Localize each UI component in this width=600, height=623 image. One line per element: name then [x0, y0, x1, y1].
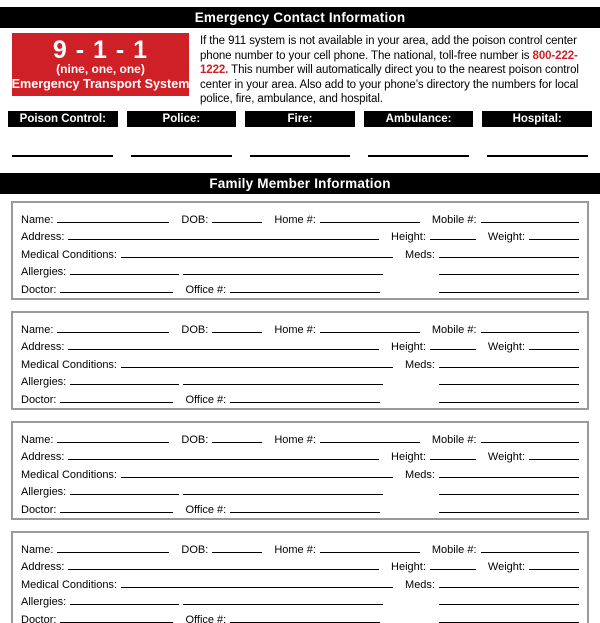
allergies-label: Allergies:	[21, 376, 67, 389]
family-member-box	[11, 421, 589, 520]
name-label: Name:	[21, 433, 54, 446]
meds-label: Meds:	[405, 468, 435, 481]
instructions-text-after: This number will automatically direct you to the nearest poison control center in your area. Also add to your phone’s directory the numbers for local police, fire, ambulance, and hospital.	[200, 64, 579, 106]
medical-conditions-line	[121, 367, 393, 368]
member-row-allergies	[21, 481, 579, 499]
office-phone-label: Office #:	[185, 503, 227, 516]
height-label: Height:	[391, 231, 426, 244]
office-phone-label: Office #:	[185, 393, 227, 406]
allergies-continuation-line	[183, 274, 383, 275]
member-row-address	[21, 226, 579, 244]
address-line	[68, 459, 379, 460]
meds-line	[439, 477, 579, 478]
intro-section	[11, 33, 588, 106]
member-row-medical	[21, 353, 579, 371]
meds-continuation-line	[439, 494, 579, 495]
instructions-text-before: If the 911 system is not available in your area, add the poison control center phone number to your cell phone. The national, toll-free number is	[200, 35, 577, 62]
height-label: Height:	[391, 341, 426, 354]
meds-continuation-line	[439, 512, 579, 513]
allergies-continuation-line	[183, 494, 383, 495]
doctor-label: Doctor:	[21, 613, 57, 623]
meds-continuation-line	[439, 274, 579, 275]
name-line	[57, 552, 169, 553]
fire-blank	[245, 155, 355, 157]
medical-conditions-line	[121, 257, 393, 258]
height-line	[430, 239, 476, 240]
mobile-phone-line	[481, 222, 579, 223]
emergency-system-label: Emergency Transport System	[11, 76, 190, 91]
mobile-phone-label: Mobile #:	[431, 433, 477, 446]
fire-line	[250, 155, 351, 157]
mobile-phone-label: Mobile #:	[431, 213, 477, 226]
name-label: Name:	[21, 323, 54, 336]
allergies-label: Allergies:	[21, 486, 67, 499]
medical-conditions-label: Medical Conditions:	[21, 468, 117, 481]
medical-conditions-label: Medical Conditions:	[21, 358, 117, 371]
address-line	[68, 349, 379, 350]
allergies-continuation-line	[183, 384, 383, 385]
label-hospital: Hospital:	[482, 111, 592, 127]
police-line	[131, 155, 232, 157]
mobile-phone-line	[481, 552, 579, 553]
weight-label: Weight:	[487, 451, 525, 464]
meds-line	[439, 257, 579, 258]
medical-conditions-label: Medical Conditions:	[21, 578, 117, 591]
meds-label: Meds:	[405, 358, 435, 371]
name-line	[57, 442, 169, 443]
home-phone-line	[320, 222, 420, 223]
member-row-allergies	[21, 591, 579, 609]
home-phone-label: Home #:	[274, 213, 316, 226]
medical-conditions-line	[121, 477, 393, 478]
label-ambulance: Ambulance:	[364, 111, 474, 127]
address-line	[68, 239, 379, 240]
address-label: Address:	[21, 561, 65, 574]
dob-label: DOB:	[181, 213, 209, 226]
member-row-doctor	[21, 498, 579, 516]
allergies-label: Allergies:	[21, 266, 67, 279]
meds-line	[439, 587, 579, 588]
member-row-doctor	[21, 608, 579, 623]
address-label: Address:	[21, 451, 65, 464]
address-line	[68, 569, 379, 570]
meds-label: Meds:	[405, 578, 435, 591]
dob-label: DOB:	[181, 543, 209, 556]
allergies-line	[70, 384, 179, 385]
meds-continuation-line	[439, 402, 579, 403]
weight-label: Weight:	[487, 561, 525, 574]
dob-label: DOB:	[181, 433, 209, 446]
height-label: Height:	[391, 561, 426, 574]
emergency-number: 9 - 1 - 1	[52, 35, 149, 64]
height-line	[430, 459, 476, 460]
emergency-number-words: (nine, one, one)	[56, 62, 145, 77]
meds-continuation-line	[439, 292, 579, 293]
office-phone-label: Office #:	[185, 613, 227, 623]
medical-conditions-label: Medical Conditions:	[21, 248, 117, 261]
ambulance-blank	[364, 155, 474, 157]
home-phone-label: Home #:	[274, 323, 316, 336]
meds-line	[439, 367, 579, 368]
member-row-medical	[21, 573, 579, 591]
dob-line	[212, 332, 262, 333]
home-phone-line	[320, 552, 420, 553]
address-label: Address:	[21, 231, 65, 244]
doctor-label: Doctor:	[21, 503, 57, 516]
ambulance-line	[368, 155, 469, 157]
weight-label: Weight:	[487, 341, 525, 354]
member-row-name	[21, 318, 579, 336]
home-phone-label: Home #:	[274, 433, 316, 446]
office-phone-label: Office #:	[185, 283, 227, 296]
family-member-box	[11, 531, 589, 623]
member-row-name	[21, 208, 579, 226]
allergies-line	[70, 274, 179, 275]
member-row-name	[21, 538, 579, 556]
doctor-line	[60, 292, 173, 293]
allergies-continuation-line	[183, 604, 383, 605]
member-row-medical	[21, 463, 579, 481]
name-label: Name:	[21, 543, 54, 556]
family-members	[11, 201, 589, 623]
home-phone-line	[320, 442, 420, 443]
doctor-label: Doctor:	[21, 283, 57, 296]
label-poison-control: Poison Control:	[8, 111, 118, 127]
poison-control-line	[12, 155, 113, 157]
medical-conditions-line	[121, 587, 393, 588]
member-row-address	[21, 446, 579, 464]
dob-line	[212, 222, 262, 223]
mobile-phone-line	[481, 332, 579, 333]
height-label: Height:	[391, 451, 426, 464]
office-phone-line	[230, 512, 380, 513]
weight-line	[529, 459, 579, 460]
member-row-doctor	[21, 388, 579, 406]
poison-control-phone-number: 800-222-1222.	[200, 49, 578, 77]
name-line	[57, 332, 169, 333]
family-member-box	[11, 201, 589, 300]
mobile-phone-label: Mobile #:	[431, 543, 477, 556]
member-row-allergies	[21, 261, 579, 279]
member-row-allergies	[21, 371, 579, 389]
doctor-line	[60, 402, 173, 403]
weight-label: Weight:	[487, 231, 525, 244]
home-phone-line	[320, 332, 420, 333]
meds-continuation-line	[439, 604, 579, 605]
dob-label: DOB:	[181, 323, 209, 336]
family-member-box	[11, 311, 589, 410]
weight-line	[529, 239, 579, 240]
allergies-line	[70, 494, 179, 495]
label-fire: Fire:	[245, 111, 355, 127]
office-phone-line	[230, 402, 380, 403]
hospital-line	[487, 155, 588, 157]
member-row-name	[21, 428, 579, 446]
meds-label: Meds:	[405, 248, 435, 261]
name-line	[57, 222, 169, 223]
member-row-medical	[21, 243, 579, 261]
height-line	[430, 349, 476, 350]
meds-continuation-line	[439, 384, 579, 385]
hospital-blank	[482, 155, 592, 157]
height-line	[430, 569, 476, 570]
allergies-label: Allergies:	[21, 596, 67, 609]
doctor-label: Doctor:	[21, 393, 57, 406]
doctor-line	[60, 512, 173, 513]
contact-labels-row	[8, 111, 592, 127]
weight-line	[529, 349, 579, 350]
member-row-doctor	[21, 278, 579, 296]
member-row-address	[21, 556, 579, 574]
allergies-line	[70, 604, 179, 605]
emergency-911-box	[12, 33, 189, 96]
instructions-paragraph	[200, 33, 588, 106]
poison-control-blank	[8, 155, 118, 157]
label-police: Police:	[127, 111, 237, 127]
name-label: Name:	[21, 213, 54, 226]
mobile-phone-label: Mobile #:	[431, 323, 477, 336]
weight-line	[529, 569, 579, 570]
page-title: Emergency Contact Information	[0, 7, 600, 28]
address-label: Address:	[21, 341, 65, 354]
family-section-title: Family Member Information	[0, 173, 600, 194]
dob-line	[212, 552, 262, 553]
police-blank	[127, 155, 237, 157]
home-phone-label: Home #:	[274, 543, 316, 556]
office-phone-line	[230, 292, 380, 293]
mobile-phone-line	[481, 442, 579, 443]
dob-line	[212, 442, 262, 443]
member-row-address	[21, 336, 579, 354]
contact-blank-lines-row	[8, 127, 592, 157]
